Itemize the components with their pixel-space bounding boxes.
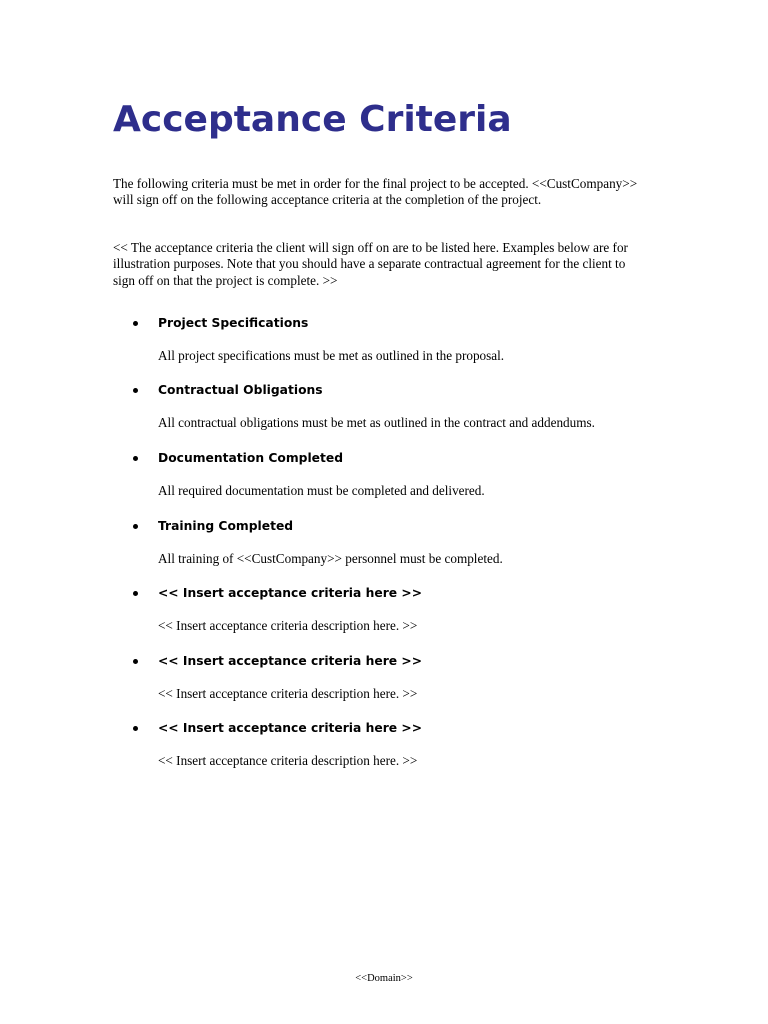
criterion-description: All contractual obligations must be met as outlined in the contract and addendums. [158, 415, 595, 430]
criterion-title: << Insert acceptance criteria here >> [158, 721, 422, 735]
page-footer: <<Domain>> [355, 973, 413, 984]
list-item [0, 518, 768, 578]
list-item [0, 653, 768, 713]
criterion-title: << Insert acceptance criteria here >> [158, 586, 422, 600]
bullet-icon [133, 321, 138, 326]
list-item [0, 720, 768, 780]
criterion-title: Training Completed [158, 519, 294, 533]
list-item [0, 315, 768, 375]
criterion-description: All training of <<CustCompany>> personnel must be completed. [158, 551, 503, 566]
criterion-title: << Insert acceptance criteria here >> [158, 654, 422, 668]
bullet-icon [133, 659, 138, 664]
bullet-icon [133, 388, 138, 393]
instruction-note: << The acceptance criteria the client will sign off on are to be listed here. Examples below are for illustration purposes. Note that you should have a separate contractual agreement for the client to sign off on that the project is complete. >> [113, 240, 628, 288]
criterion-title: Documentation Completed [158, 451, 344, 465]
bullet-icon [133, 726, 138, 731]
criterion-title: Contractual Obligations [158, 383, 323, 397]
page-title: Acceptance Criteria [113, 99, 512, 140]
criterion-description: All project specifications must be met as outlined in the proposal. [158, 348, 505, 363]
list-item [0, 585, 768, 645]
list-item [0, 382, 768, 442]
bullet-icon [133, 524, 138, 529]
criterion-description: << Insert acceptance criteria description here. >> [158, 686, 418, 701]
criterion-description: All required documentation must be completed and delivered. [158, 483, 485, 498]
criterion-description: << Insert acceptance criteria description here. >> [158, 753, 418, 768]
bullet-icon [133, 591, 138, 596]
criterion-title: Project Specifications [158, 316, 309, 330]
list-item [0, 450, 768, 510]
intro-paragraph: The following criteria must be met in order for the final project to be accepted. <<CustCompany>> will sign off on the following acceptance criteria at the completion of the project. [113, 176, 638, 208]
bullet-icon [133, 456, 138, 461]
criterion-description: << Insert acceptance criteria description here. >> [158, 618, 418, 633]
